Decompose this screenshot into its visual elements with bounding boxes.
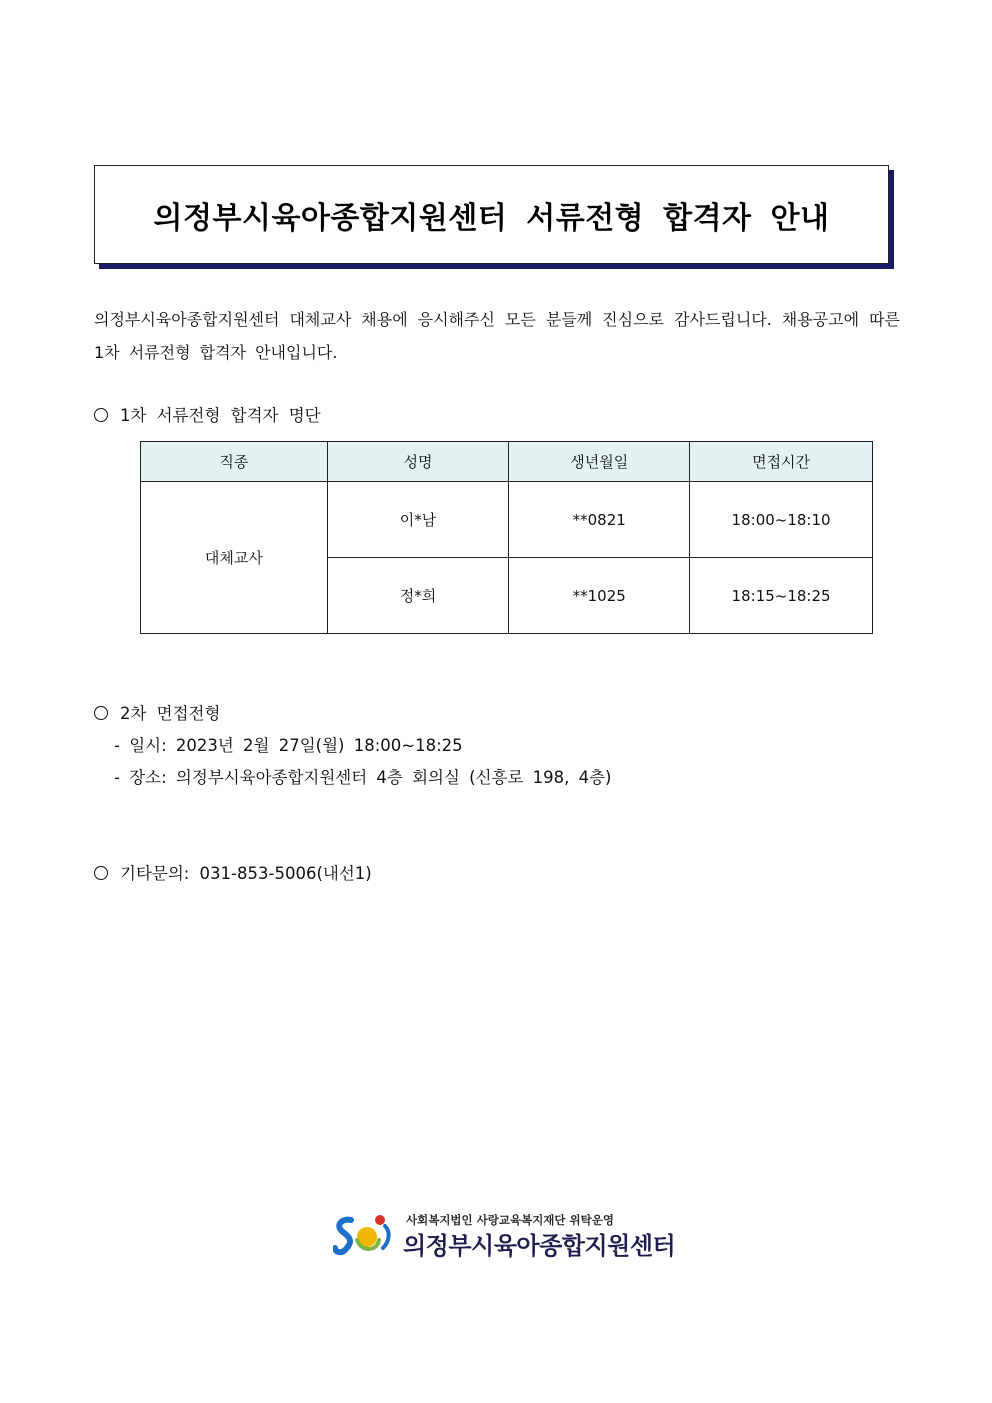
logo-title: 의정부시육아종합지원센터 <box>403 1232 676 1260</box>
center-logo <box>333 1210 676 1260</box>
table-header-cell: 직종 <box>141 442 328 482</box>
table-row <box>141 482 873 558</box>
table-header-row <box>141 442 873 482</box>
table-header-cell: 성명 <box>327 442 509 482</box>
interview-location: - 장소: 의정부시육아종합지원센터 4층 회의실 (신흥로 198, 4층) <box>114 768 612 787</box>
birth-cell: **1025 <box>509 558 690 634</box>
table-header-cell: 생년월일 <box>509 442 690 482</box>
name-cell: 정*희 <box>327 558 509 634</box>
intro-paragraph: 의정부시육아종합지원센터 대체교사 채용에 응시해주신 모든 분들께 진심으로 감사드립니다. 채용공고에 따른 1차 서류전형 합격자 안내입니다. <box>94 310 900 362</box>
circle-bullet-icon <box>94 408 108 422</box>
table-header-cell: 면접시간 <box>690 442 873 482</box>
job-type-cell: 대체교사 <box>141 482 328 634</box>
contact-text: 기타문의: 031-853-5006(내선1) <box>120 864 372 883</box>
section1-heading-text: 1차 서류전형 합격자 명단 <box>120 406 321 425</box>
interview-date: - 일시: 2023년 2월 27일(월) 18:00~18:25 <box>114 736 463 755</box>
section2-heading-text: 2차 면접전형 <box>120 704 221 723</box>
title-box <box>94 165 889 264</box>
time-cell: 18:15~18:25 <box>690 558 873 634</box>
page-title: 의정부시육아종합지원센터 서류전형 합격자 안내 <box>153 200 830 236</box>
birth-cell: **0821 <box>509 482 690 558</box>
section2-heading <box>94 700 220 724</box>
time-cell: 18:00~18:10 <box>690 482 873 558</box>
circle-bullet-icon <box>94 866 108 880</box>
logo-subtitle: 사회복지법인 사랑교육복지재단 위탁운영 <box>406 1213 614 1227</box>
center-logo-icon <box>333 1210 393 1256</box>
section3-heading <box>94 860 372 884</box>
passers-table <box>140 441 873 634</box>
section1-heading <box>94 402 321 426</box>
name-cell: 이*남 <box>327 482 509 558</box>
circle-bullet-icon <box>94 706 108 720</box>
